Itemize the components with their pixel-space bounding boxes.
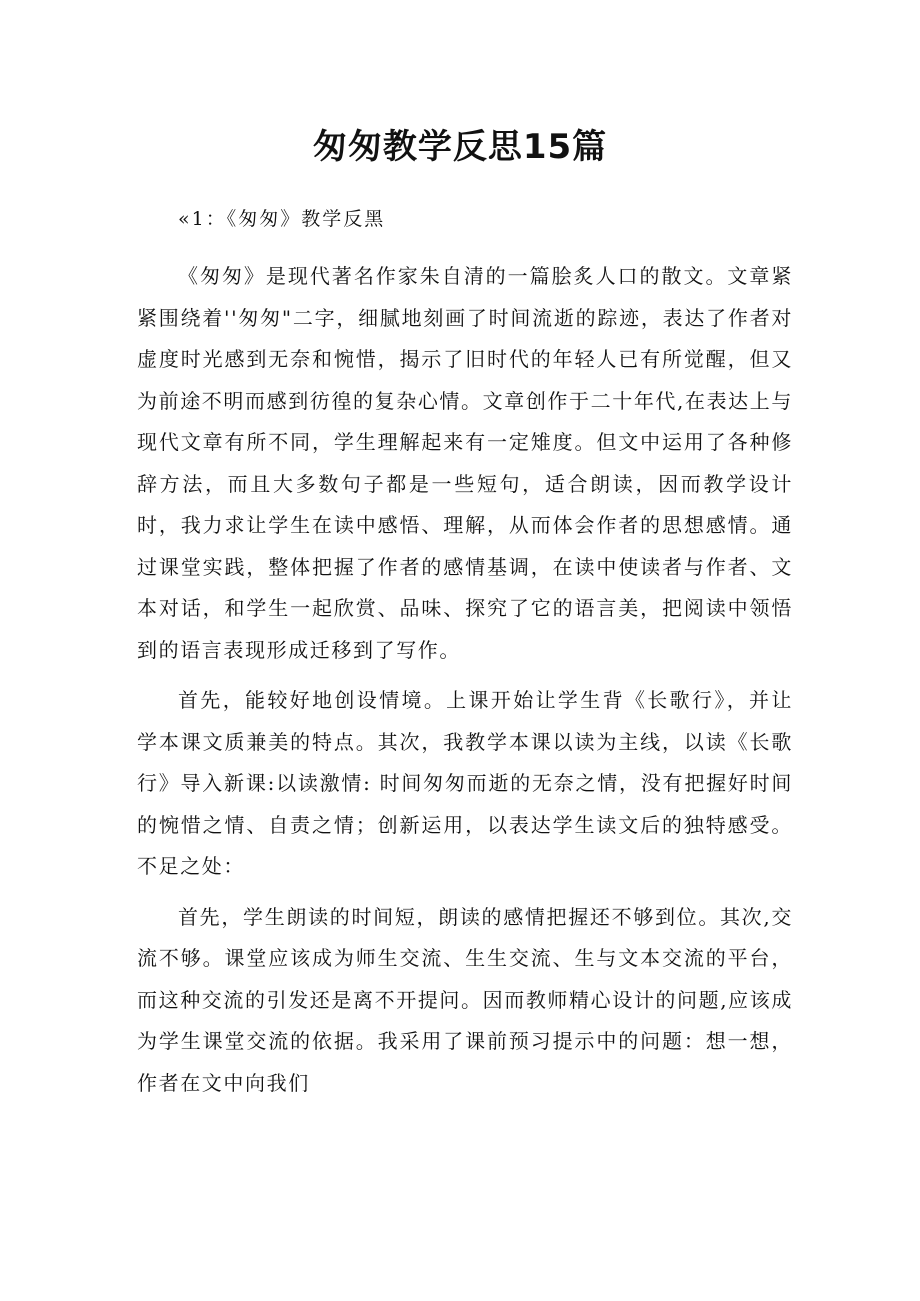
paragraph-intro: 《匆匆》是现代著名作家朱自清的一篇脍炙人口的散文。文章紧紧围绕着''匆匆"二字，细腻地刻画了时间流逝的踪迹，表达了作者对虚度时光感到无奈和惋惜，揭示了旧时代的年轻人已有所觉醒，但又为前途不明而感到彷徨的复杂心情。文章创作于二十年代,在表达上与现代文章有所不同，学生理解起来有一定雉度。但文中运用了各种修辞方法，而且大多数句子都是一些短句，适合朗读，因而教学设计时，我力求让学生在读中感悟、理解，从而体会作者的思想感情。通过课堂实践，整体把握了作者的感情基调，在读中使读者与作者、文本对话，和学生一起欣赏、品味、探究了它的语言美，把阅读中领悟到的语言表现形成迁移到了写作。 <box>137 264 793 662</box>
paragraph-shortcomings: 首先，学生朗读的时间短，朗读的感情把握还不够到位。其次,交流不够。课堂应该成为师生交流、生生交流、生与文本交流的平台，而这种交流的引发还是离不开提问。因而教师精心设计的问题,应该成为学生课堂交流的依据。我采用了课前预习提示中的问题：想一想，作者在文中向我们 <box>137 904 793 1095</box>
document-title: 匆匆教学反思15篇 <box>312 127 608 167</box>
paragraph-strengths: 首先，能较好地创设情境。上课开始让学生背《长歌行》，并让学本课文质兼美的特点。其次，我教学本课以读为主线，以读《长歌行》导入新课:以读激情: 时间匆匆而逝的无奈之情，没有把握好时间的惋惜之情、自责之情；创新运用，以表达学生读文后的独特感受。不足之处： <box>137 688 793 878</box>
document-body <box>137 256 793 1104</box>
section-heading: «1：《匆匆》教学反黑 <box>178 208 386 230</box>
